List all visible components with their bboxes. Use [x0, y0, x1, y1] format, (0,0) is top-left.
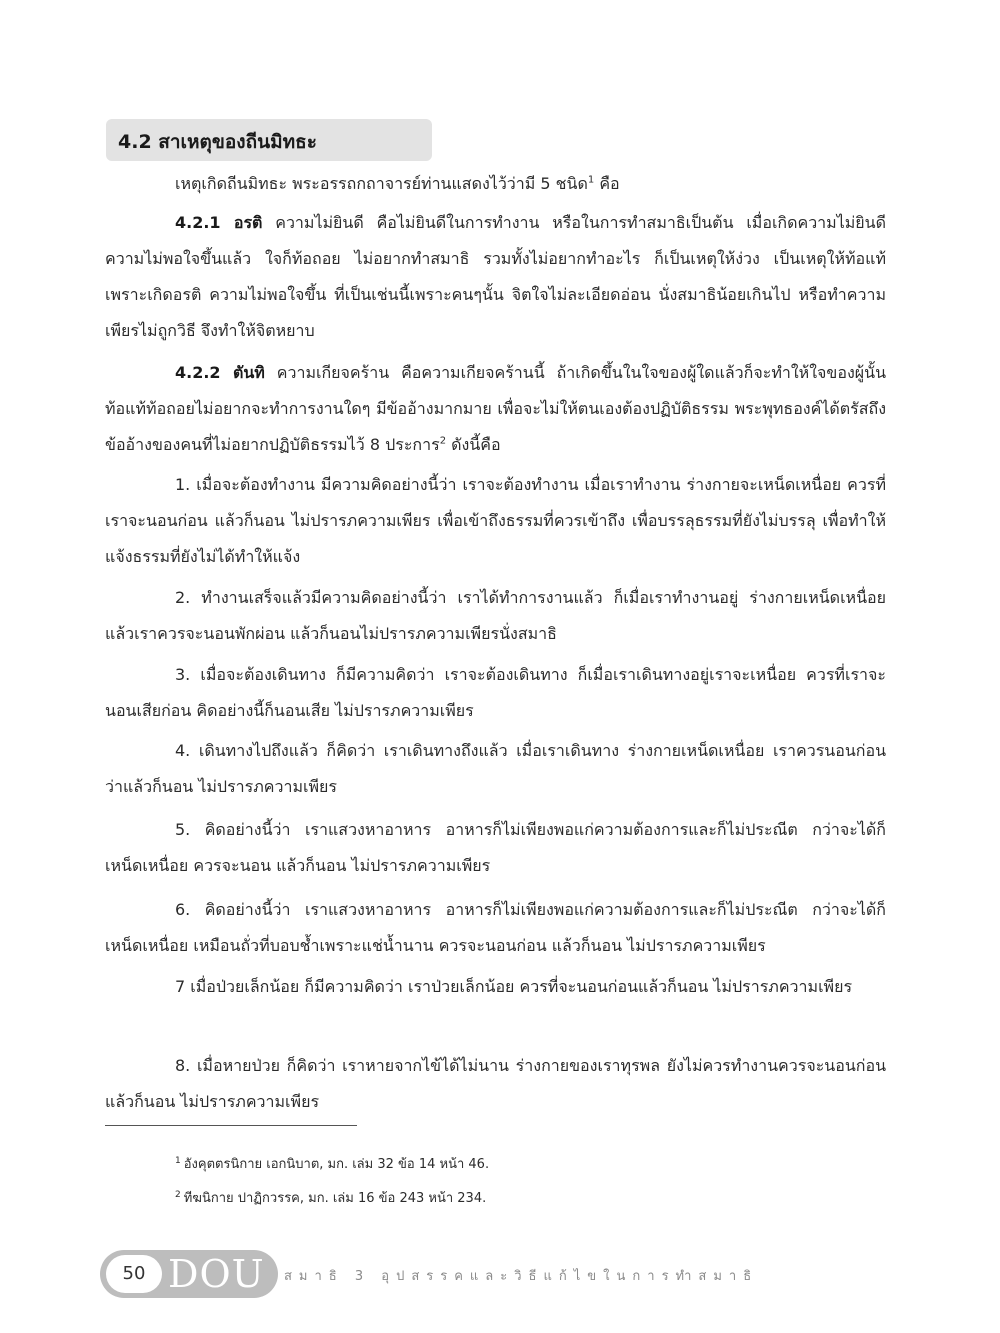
- list-item: 5. คิดอย่างนี้ว่า เราแสวงหาอาหาร อาหารก็ไม่เพียงพอแก่ความต้องการและก็ไม่ประณีต กว่าจะได้ก็เหน็ดเหนื่อย ควรจะนอน แล้วก็นอน ไม่ปรารภความเพียร: [105, 820, 886, 875]
- list-item: 2. ทำงานเสร็จแล้วมีความคิดอย่างนี้ว่า เราได้ทำการงานแล้ว ก็เมื่อเราทำงานอยู่ ร่างกายเหน็ดเหนื่อยแล้วเราควรจะนอนพักผ่อน แล้วก็นอนไม่ปรารภความเพียรนั่งสมาธิ: [105, 588, 886, 643]
- intro-paragraph: [105, 166, 886, 202]
- footnote-ref-2[interactable]: 2: [439, 435, 447, 447]
- list-item: 7 เมื่อป่วยเล็กน้อย ก็มีความคิดว่า เราป่วยเล็กน้อย ควรที่จะนอนก่อนแล้วก็นอน ไม่ปรารภความเพียร: [175, 977, 853, 996]
- page-number: 50: [106, 1255, 162, 1293]
- intro-text: เหตุเกิดถีนมิทธะ พระอรรถกถาจารย์ท่านแสดงไว้ว่ามี 5 ชนิด: [175, 174, 588, 193]
- list-item: 3. เมื่อจะต้องเดินทาง ก็มีความคิดว่า เราจะต้องเดินทาง ก็เมื่อเราเดินทางอยู่เราจะเหนื่อย ควรที่เราจะนอนเสียก่อน คิดอย่างนี้ก็นอนเสีย ไม่ปรารภความเพียร: [105, 665, 886, 720]
- subsection-4-2-2: [105, 355, 886, 463]
- subsection-label: 4.2.2 ตันทิ: [175, 363, 265, 382]
- list-item: 8. เมื่อหายป่วย ก็คิดว่า เราหายจากไข้ได้ไม่นาน ร่างกายของเราทุรพล ยังไม่ควรทำงานควรจะนอนก่อน แล้วก็นอน ไม่ปรารภความเพียร: [105, 1056, 886, 1111]
- dou-logo: DOU: [168, 1252, 265, 1296]
- footnote-divider: [105, 1125, 357, 1126]
- subsection-4-2-1: [105, 205, 886, 349]
- subsection-text: ความไม่ยินดี คือไม่ยินดีในการทำงาน หรือในการทำสมาธิเป็นต้น เมื่อเกิดความไม่ยินดี ความไม่พอใจขึ้นแล้ว ใจก็ท้อถอย ไม่อยากทำสมาธิ รวมทั้งไม่อยากทำอะไร ก็เป็นเหตุให้ง่วง เป็นเหตุให้ท้อแท้ เพราะเกิดอรติ ความไม่พอใจขึ้น ที่เป็นเช่นนี้เพราะคนๆนั้น จิตใจไม่ละเอียดอ่อน นั่งสมาธิน้อยเกินไป หรือทำความเพียรไม่ถูกวิธี จึงทำให้จิตหยาบ: [105, 213, 886, 340]
- list-item: 6. คิดอย่างนี้ว่า เราแสวงหาอาหาร อาหารก็ไม่เพียงพอแก่ความต้องการและก็ไม่ประณีต กว่าจะได้ก็เหน็ดเหนื่อย เหมือนถั่วที่บอบช้ำเพราะแช่น้ำนาน ควรจะนอนก่อน แล้วก็นอน ไม่ปรารภความเพียร: [105, 900, 886, 955]
- intro-tail: คือ: [594, 174, 620, 193]
- subsection-label: 4.2.1 อรติ: [175, 213, 263, 232]
- subsection-tail: ดังนี้คือ: [446, 435, 501, 454]
- subsection-text: ความเกียจคร้าน คือความเกียจคร้านนี้ ถ้าเกิดขึ้นในใจของผู้ใดแล้วก็จะทำให้ใจของผู้นั้นท้อแท้ท้อถอยไม่อยากจะทำการงานใดๆ มีข้ออ้างมากมาย เพื่อจะไม่ให้ตนเองต้องปฏิบัติธรรม พระพุทธองค์ได้ตรัสถึงข้ออ้างของคนที่ไม่อยากปฏิบัติธรรมไว้ 8 ประการ: [105, 363, 887, 454]
- footnote: $^2$ ทีฆนิกาย ปาฏิกวรรค, มก. เล่ม 16 ข้อ 243 หน้า 234.: [175, 1189, 487, 1206]
- footnote: $^1$ อังคุตตรนิกาย เอกนิบาต, มก. เล่ม 32 ข้อ 14 หน้า 46.: [175, 1155, 490, 1172]
- list-item: 1. เมื่อจะต้องทำงาน มีความคิดอย่างนี้ว่า เราจะต้องทำงาน เมื่อเราทำงาน ร่างกายจะเหน็ดเหนื่อย ควรที่เราจะนอนก่อน แล้วก็นอน ไม่ปรารภความเพียร เพื่อเข้าถึงธรรมที่ควรเข้าถึง เพื่อบรรลุธรรมที่ยังไม่บรรลุ เพื่อทำให้แจ้งธรรมที่ยังไม่ได้ทำให้แจ้ง: [105, 475, 886, 566]
- list-item: 4. เดินทางไปถึงแล้ว ก็คิดว่า เราเดินทางถึงแล้ว เมื่อเราเดินทาง ร่างกายเหน็ดเหนื่อย เราควรนอนก่อน ว่าแล้วก็นอน ไม่ปรารภความเพียร: [105, 741, 886, 796]
- section-heading: 4.2 สาเหตุของถีนมิทธะ: [106, 119, 432, 161]
- running-footer-title: สมาธิ 3 อุปสรรคและวิธีแก้ไขในการทำสมาธิ: [284, 1269, 759, 1284]
- footnote-ref-1[interactable]: 1: [587, 174, 595, 186]
